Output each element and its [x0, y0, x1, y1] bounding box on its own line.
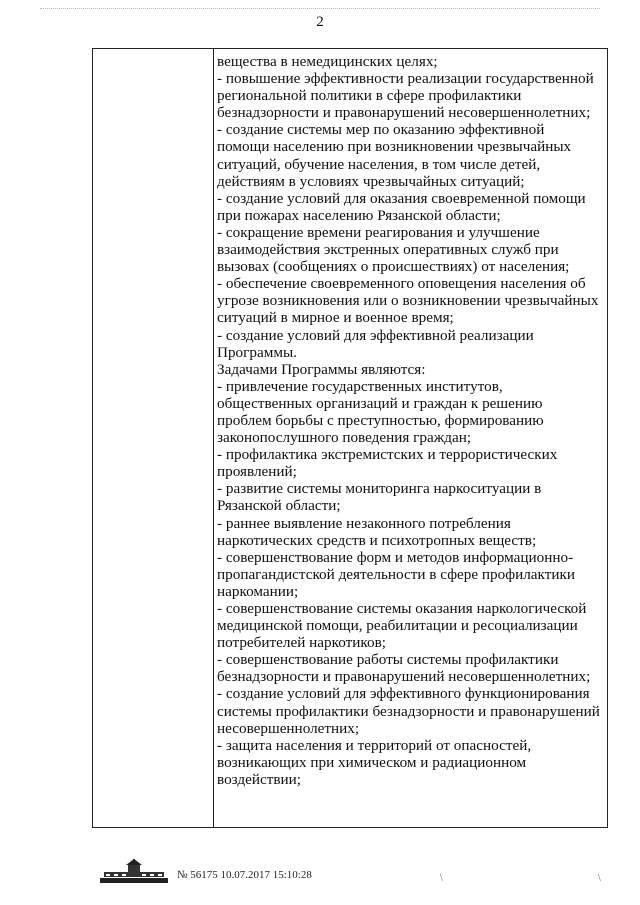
table-left-cell: [93, 49, 214, 827]
text-line: возникающих при химическом и радиационном: [217, 753, 527, 771]
text-line: взаимодействия экстренных оперативных служб при: [217, 241, 559, 259]
text-line: действиям в условиях чрезвычайных ситуаций;: [217, 172, 525, 190]
text-line: - повышение эффективности реализации государственной: [217, 70, 594, 88]
text-line: - создание системы мер по оказанию эффективной: [217, 121, 545, 139]
table-right-cell: [217, 53, 601, 823]
text-line: медицинской помощи, реабилитации и ресоциализации: [217, 617, 578, 635]
text-line: наркомании;: [217, 582, 299, 600]
text-line: общественных организаций и граждан к решению: [217, 394, 543, 412]
text-line: наркотических средств и психотропных веществ;: [217, 531, 537, 549]
text-line: - развитие системы мониторинга наркоситуации в: [217, 480, 542, 498]
scan-mark: \: [598, 873, 601, 884]
text-line: законопослушного поведения граждан;: [217, 429, 472, 447]
text-line: ситуаций, обучение населения, в том числе детей,: [217, 155, 541, 173]
text-line: региональной политики в сфере профилактики: [217, 87, 522, 105]
scan-artifact-top: [40, 8, 600, 11]
text-line: - сокращение времени реагирования и улучшение: [217, 223, 540, 241]
text-line: Рязанской области;: [217, 497, 341, 515]
text-line: - создание условий для оказания своевременной помощи: [217, 189, 586, 207]
text-line: проявлений;: [217, 463, 297, 481]
text-line: - создание условий для эффективного функционирования: [217, 685, 590, 703]
text-line: - раннее выявление незаконного потребления: [217, 514, 511, 532]
text-line: системы профилактики безнадзорности и правонарушений: [217, 702, 600, 720]
text-line: помощи населению при возникновении чрезвычайных: [217, 138, 572, 156]
text-line: пропагандистской деятельности в сфере профилактики: [217, 565, 575, 583]
text-line: ситуаций в мирное и военное время;: [217, 309, 454, 327]
text-line: - привлечение государственных институтов,: [217, 377, 503, 395]
text-line: - совершенствование работы системы профилактики: [217, 651, 559, 669]
text-line: - профилактика экстремистских и террористических: [217, 446, 558, 464]
government-building-icon: [100, 859, 168, 885]
text-line: при пожарах населению Рязанской области;: [217, 206, 501, 224]
text-line: Программы.: [217, 343, 297, 361]
text-line: - защита населения и территорий от опасностей,: [217, 736, 532, 754]
text-line: Задачами Программы являются:: [217, 360, 426, 378]
text-line: проблем борьбы с преступностью, формированию: [217, 411, 544, 429]
scan-mark: \: [440, 873, 443, 884]
text-line: - совершенствование системы оказания наркологической: [217, 600, 587, 617]
page-number: 2: [316, 14, 324, 30]
text-line: безнадзорности и правонарушений несовершеннолетних;: [217, 104, 591, 122]
text-line: угрозе возникновения или о возникновении чрезвычайных: [217, 292, 599, 310]
text-line: воздействии;: [217, 770, 302, 788]
text-line: - обеспечение своевременного оповещения населения об: [217, 275, 586, 293]
text-line: - создание условий для эффективной реализации: [217, 326, 534, 344]
text-line: - совершенствование форм и методов информационно-: [217, 548, 574, 566]
text-line: потребителей наркотиков;: [217, 634, 386, 652]
text-line: несовершеннолетних;: [217, 719, 360, 737]
text-line: вызовах (сообщениях о происшествиях) от населения;: [217, 258, 570, 276]
registration-stamp: № 56175 10.07.2017 15:10:28: [177, 869, 312, 881]
program-table: [92, 48, 608, 828]
text-line: вещества в немедицинских целях;: [217, 53, 438, 70]
page-footer: [0, 855, 640, 895]
text-line: безнадзорности и правонарушений несовершеннолетних;: [217, 668, 591, 686]
